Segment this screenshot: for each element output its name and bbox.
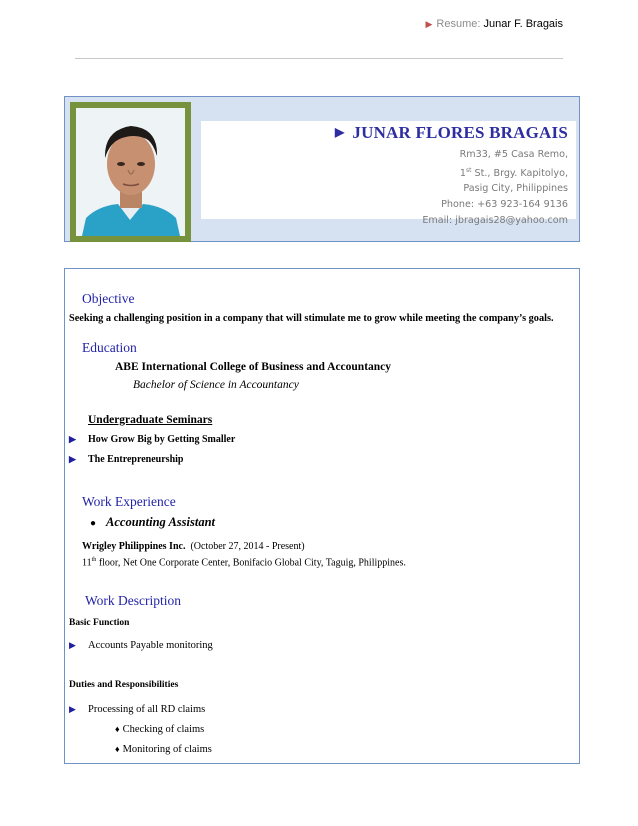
seminar-item-label: How Grow Big by Getting Smaller (88, 434, 236, 445)
address-line-2-suffix: st (465, 166, 472, 174)
header-name: Junar F. Bragais (483, 18, 563, 30)
profile-photo-frame (70, 102, 191, 242)
duties-sub-item-text: Monitoring of claims (122, 744, 212, 755)
caret-right-icon: ▶ (69, 434, 76, 444)
basic-function-text: Accounts Payable monitoring (88, 640, 213, 651)
header-label: Resume: (436, 18, 481, 30)
header-divider (75, 58, 563, 59)
bullet-dot-icon: ● (90, 518, 97, 529)
work-period: (October 27, 2014 - Present) (190, 541, 305, 552)
work-experience-heading: Work Experience (82, 494, 176, 509)
company-address-suffix: th (91, 557, 97, 563)
contact-details (422, 147, 568, 228)
seminar-item (69, 454, 183, 465)
company-line (82, 541, 305, 552)
basic-function-item (69, 640, 213, 651)
seminar-item (69, 434, 235, 445)
seminar-item-label: The Entrepreneurship (88, 454, 184, 465)
duties-item (69, 704, 205, 715)
email: Email: jbragais28@yahoo.com (422, 214, 568, 226)
address-line-2-street: St., Brgy. Kapitolyo, (471, 167, 568, 179)
objective-text: Seeking a challenging position in a company that will stimulate me to grow while meeting the company’s goals. (69, 313, 554, 324)
diamond-bullet-icon: ♦ (115, 724, 120, 734)
diamond-bullet-icon: ♦ (115, 744, 120, 754)
caret-right-icon: ▶ (69, 640, 76, 650)
position-text: Accounting Assistant (106, 515, 215, 529)
basic-function-label: Basic Function (69, 618, 130, 628)
objective-heading: Objective (82, 291, 135, 306)
full-name (335, 123, 568, 143)
duties-label: Duties and Responsibilities (69, 680, 179, 690)
caret-right-icon: ▶ (69, 454, 76, 464)
full-name-text: JUNAR FLORES BRAGAIS (352, 123, 568, 142)
degree: Bachelor of Science in Accountancy (133, 379, 299, 391)
address-line-2-number: 1 (459, 167, 466, 179)
address-line-2 (422, 163, 568, 182)
caret-right-icon: ▶ (334, 125, 345, 139)
address-line-3: Pasig City, Philippines (463, 183, 568, 195)
company-name: Wrigley Philippines Inc. (82, 541, 186, 552)
profile-photo (76, 108, 185, 236)
contact-card (201, 121, 576, 226)
education-heading: Education (82, 340, 137, 355)
duties-sub-item-text: Checking of claims (122, 724, 205, 735)
position-title (90, 515, 215, 530)
duties-sub-item (115, 744, 212, 755)
caret-right-icon: ▶ (425, 19, 433, 29)
company-address-text: floor, Net One Corporate Center, Bonifacio Global City, Taguig, Philippines. (96, 557, 406, 569)
duties-text: Processing of all RD claims (88, 704, 206, 715)
address-line-1: Rm33, #5 Casa Remo, (459, 149, 568, 160)
seminars-heading: Undergraduate Seminars (88, 414, 213, 426)
phone: Phone: +63 923-164 9136 (441, 198, 568, 210)
company-address-floor: 11 (82, 557, 92, 569)
school-name: ABE International College of Business and Accountancy (115, 361, 392, 373)
top-header (0, 18, 563, 30)
duties-sub-item (115, 724, 204, 735)
caret-right-icon: ▶ (69, 704, 76, 714)
company-address (82, 557, 406, 568)
profile-box (64, 96, 580, 242)
work-description-heading: Work Description (85, 593, 182, 608)
